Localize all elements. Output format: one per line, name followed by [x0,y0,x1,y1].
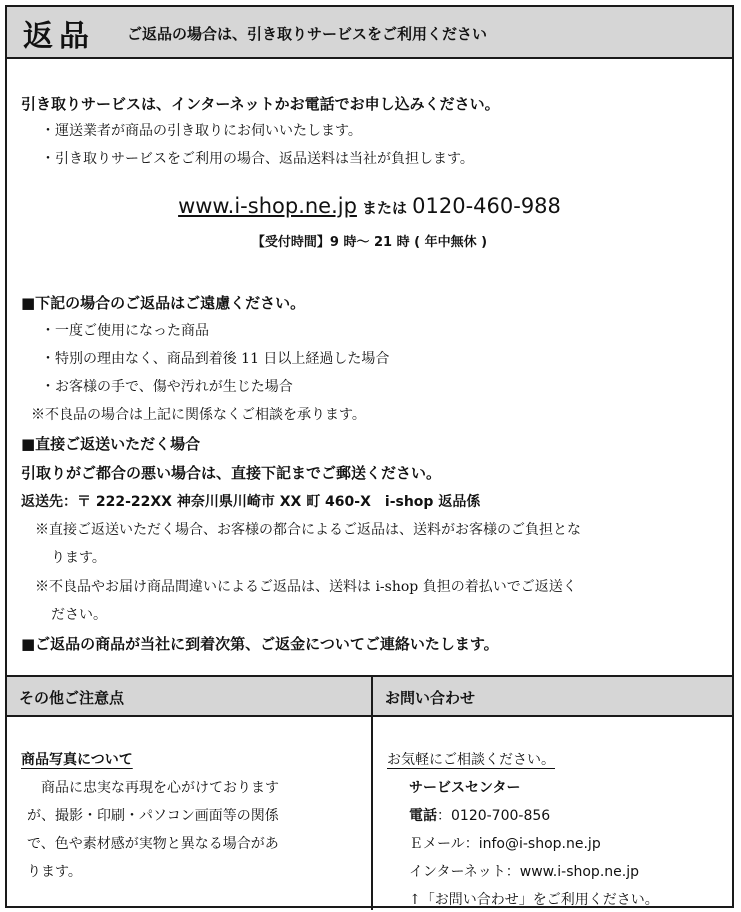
direct-address: 返送先：〒 222-22XX 神奈川県川崎市 XX 町 460-X i-shop 返品係 [21,494,481,510]
returns-panel [5,5,734,908]
pickup-bullet-1: ・運送業者が商品の引き取りにお伺いいたします。 [41,123,362,139]
contact-web-note: ↑「お問い合わせ」をご利用ください。 [409,892,659,908]
direct-intro: 引取りがご都合の悪い場合は、直接下記までご郵送ください。 [21,464,442,482]
refusal-bullet-3: ・お客様の手で、傷や汚れが生じた場合 [41,379,293,395]
pickup-url-link[interactable]: www.i-shop.ne.jp [178,194,357,218]
pickup-contact-line [7,194,732,218]
contact-subheading: お気軽にご相談ください。 [387,752,555,768]
notes-line-3: で、色や素材感が実物と異なる場合があ [27,836,279,852]
direct-note-1-cont: ります。 [51,550,106,566]
notes-subheading: 商品写真について [21,752,133,768]
contact-heading: お問い合わせ [385,689,476,707]
refusal-bullet-1: ・一度ご使用になった商品 [41,323,209,339]
returns-header [7,7,732,59]
contact-header [373,677,732,717]
refund-notice: ■ご返品の商品が当社に到着次第、ご返金についてご連絡いたします。 [21,635,499,653]
refusal-bullet-2: ・特別の理由なく、商品到着後 11 日以上経過した場合 [41,351,390,367]
returns-title: 返品 [23,19,95,54]
service-center-label: サービスセンター [409,780,521,796]
direct-note-2-cont: ださい。 [51,607,107,623]
pickup-or-text: または [362,199,408,217]
refusal-note: ※不良品の場合は上記に関係なくご相談を承ります。 [31,407,366,423]
contact-email[interactable]: Ｅメール：info@i-shop.ne.jp [409,836,601,852]
notes-line-4: ります。 [27,864,82,880]
pickup-hours: 【受付時間】9 時～ 21 時 ( 年中無休 ) [251,235,488,250]
direct-heading: ■直接ご返送いただく場合 [21,435,201,453]
direct-note-2: ※不良品やお届け商品間違いによるご返品は、送料は i-shop 負担の着払いでご返送く [35,579,577,595]
notes-heading: その他ご注意点 [19,689,125,707]
phone-label: 電話 [409,808,437,824]
returns-subtitle: ご返品の場合は、引き取りサービスをご利用ください [127,25,488,43]
contact-phone [409,805,550,825]
phone-value: ：0120-700-856 [437,808,551,824]
refusal-heading: ■下記の場合のご返品はご遠慮ください。 [21,294,306,312]
pickup-phone-number: 0120-460-988 [412,194,561,218]
contact-website[interactable]: インターネット：www.i-shop.ne.jp [409,864,639,880]
pickup-bullet-2: ・引き取りサービスをご利用の場合、返品送料は当社が負担します。 [41,151,474,167]
notes-line-2: が、撮影・印刷・パソコン画面等の関係 [27,808,279,824]
direct-note-1: ※直接ご返送いただく場合、お客様の都合によるご返品は、送料がお客様のご負担とな [35,522,581,538]
notes-line-1: 商品に忠実な再現を心がけております [41,780,279,796]
notes-header [7,677,371,717]
pickup-intro: 引き取りサービスは、インターネットかお電話でお申し込みください。 [21,95,500,113]
